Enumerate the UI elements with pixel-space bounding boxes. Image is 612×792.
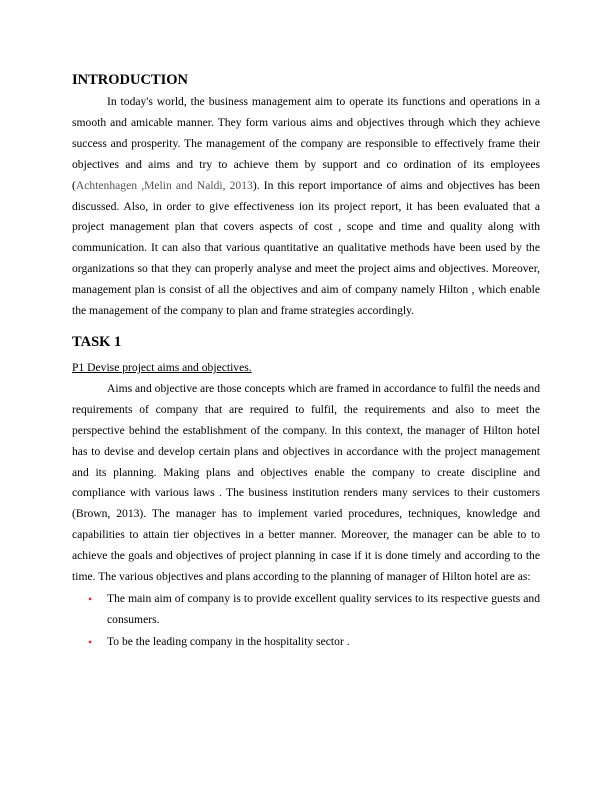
objectives-list: [72, 589, 540, 653]
introduction-text-part-2: ). In this report importance of aims and objectives has been discussed. Also, in order to give effectiveness ion its project report, it has been evaluated that a project management plan that covers aspects of cost , scope and time and quality along with communication. It can also that various quantitative an qualitative methods have been used by the organizations so that they can properly analyse and meet the project aims and objectives. Moreover, management plan is consist of all the objectives and aim of company namely Hilton , which enable the management of the company to plan and frame strategies accordingly.: [72, 178, 540, 318]
document-page: [72, 70, 540, 653]
list-item: [72, 589, 540, 631]
task1-subheading: P1 Devise project aims and objectives.: [72, 360, 252, 374]
list-item-text: To be the leading company in the hospitality sector .: [107, 634, 350, 648]
list-item: [72, 632, 540, 653]
list-item-text: The main aim of company is to provide excellent quality services to its respective guests and consumers.: [107, 591, 540, 626]
task1-heading: TASK 1: [72, 333, 122, 350]
task1-paragraph: Aims and objective are those concepts which are framed in accordance to fulfil the needs and requirements of company that are required to fulfil, the requirements and also to meet the perspective behind the establishment of the company. In this context, the manager of Hilton hotel has to devise and develop certain plans and objectives in accordance with the project management and its planning. Making plans and objectives enable the company to create discipline and compliance with various laws . The business institution renders many services to their customers (Brown, 2013). The manager has to implement varied procedures, techniques, knowledge and capabilities to attain tier objectives in a better manner. Moreover, the manager can be able to to achieve the goals and objectives of project planning in case if it is done timely and according to the time. The various objectives and plans according to the planning of manager of Hilton hotel are as:: [72, 381, 540, 584]
bullet-icon: •: [88, 634, 93, 649]
introduction-citation: Achtenhagen ,Melin and Naldi, 2013: [75, 178, 253, 192]
bullet-icon: •: [88, 591, 93, 606]
introduction-text-part-1: In today's world, the business management aim to operate its functions and operations in a smooth and amicable manner. They form various aims and objectives through which they achieve success and prosperity. The management of the company are responsible to effectively frame their objectives and aims and try to achieve them by support and co ordination of its employees (: [72, 95, 540, 192]
introduction-heading: INTRODUCTION: [72, 72, 189, 88]
introduction-paragraph: [72, 92, 540, 322]
